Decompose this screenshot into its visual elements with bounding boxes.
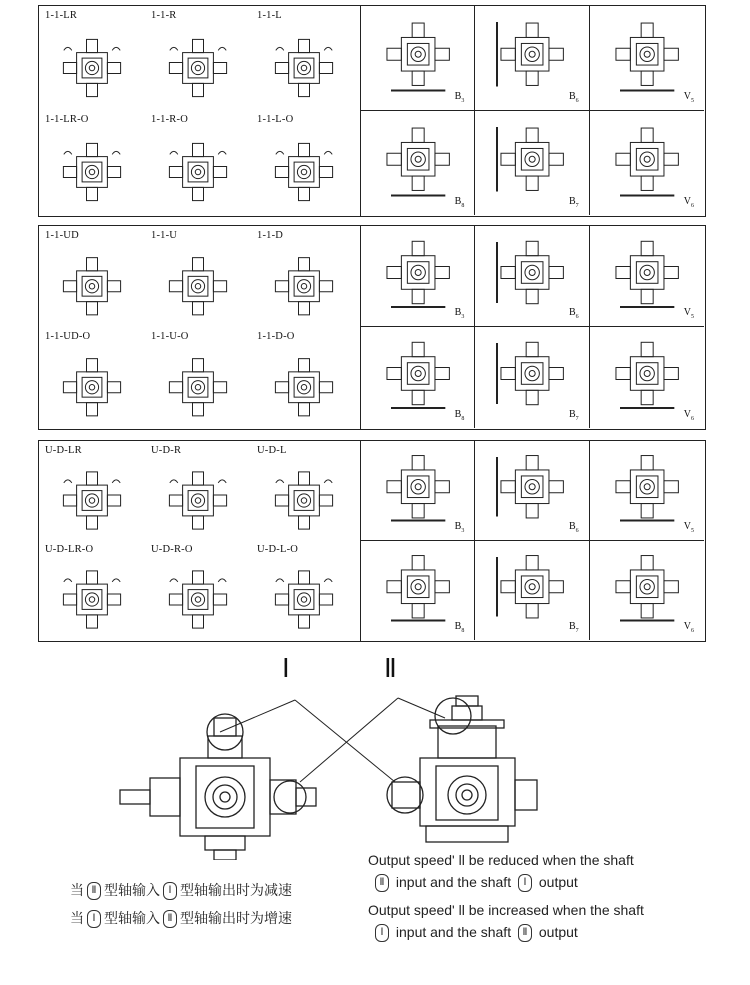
gearbox-variant-icon: [153, 128, 243, 216]
mount-cell: [475, 327, 589, 428]
legend-en-line-2: Ⅱ input and the shaft Ⅰ output: [372, 874, 578, 892]
mounting-position-icon: [371, 117, 465, 202]
variant-label: U-D-L: [257, 445, 287, 456]
gearbox-variant-icon: [259, 24, 349, 112]
mount-cell: [590, 111, 704, 216]
gearbox-variant-icon: [153, 558, 243, 641]
gearbox-variant-icon: [47, 345, 137, 430]
mounting-code: $B_3$: [454, 90, 465, 104]
shaft-one-symbol: Ⅰ: [518, 874, 532, 892]
config-panel-1: [38, 5, 706, 217]
mounting-position-icon: [371, 333, 465, 414]
mount-cell: [361, 441, 475, 541]
config-panel-2: [38, 225, 706, 430]
mount-cell: [361, 111, 475, 216]
legend-en-line-1: Output speed' ll be reduced when the shaft: [368, 852, 634, 868]
mount-cell: [475, 541, 589, 641]
mounting-position-icon: [600, 232, 694, 313]
variant-label: 1-1-UD-O: [45, 330, 91, 342]
gearbox-variant-icon: [153, 345, 243, 430]
mounting-code: $B_7$: [568, 196, 579, 209]
variant-label: 1-1-D-O: [257, 330, 295, 342]
shaft-one-symbol: Ⅰ: [87, 910, 101, 928]
mounting-code: $B_7$: [568, 409, 579, 422]
gearbox-variant-icon: [47, 244, 137, 329]
variant-label: 1-1-L-O: [257, 114, 294, 125]
variant-label: U-D-LR-O: [45, 544, 94, 555]
variant-label: 1-1-LR: [45, 10, 78, 21]
variant-area: [39, 441, 361, 641]
variant-label: 1-1-L: [257, 10, 282, 21]
mounting-position-icon: [600, 12, 694, 97]
gearbox-variant-icon: [47, 24, 137, 112]
gearbox-variant-icon: [47, 558, 137, 641]
variant-label: 1-1-D: [257, 230, 284, 241]
mount-cell: [590, 6, 704, 111]
variant-area: [39, 226, 361, 429]
gearbox-variant-icon: [259, 345, 349, 430]
shaft-two-symbol: Ⅱ: [518, 924, 532, 942]
gearbox-variant-icon: [259, 558, 349, 641]
mounting-position-icon: [371, 447, 465, 527]
mount-cell: [590, 226, 704, 327]
mount-cell: [475, 226, 589, 327]
mount-cell: [361, 6, 475, 111]
mounting-code: $V_6$: [683, 196, 694, 209]
mounting-code: $V_6$: [683, 409, 694, 422]
mounting-position-icon: [371, 232, 465, 313]
mounting-position-icon: [600, 333, 694, 414]
mount-cell: [361, 541, 475, 641]
mount-cell: [361, 327, 475, 428]
mounting-code: $B_6$: [568, 90, 579, 104]
variant-area: [39, 6, 361, 216]
mounting-position-icon: [485, 333, 579, 414]
variant-label: 1-1-R-O: [151, 114, 188, 125]
mounting-position-icon: [600, 447, 694, 527]
mount-cell: [475, 111, 589, 216]
gearbox-variant-icon: [153, 24, 243, 112]
mount-cell: [475, 441, 589, 541]
mounting-grid: [361, 441, 705, 641]
legend-cn-line-1: 当 Ⅱ 型轴输入 Ⅰ 型轴输出时为减速: [70, 883, 292, 899]
mount-cell: [590, 441, 704, 541]
mounting-code: $V_5$: [683, 307, 694, 320]
variant-label: 1-1-R: [151, 10, 177, 21]
gearbox-variant-icon: [153, 244, 243, 329]
variant-label: U-D-R-O: [151, 544, 193, 555]
mounting-position-icon: [371, 12, 465, 97]
mounting-code: $V_6$: [683, 621, 694, 634]
mounting-code: $B_8$: [454, 621, 465, 634]
mounting-code: $B_6$: [568, 520, 579, 534]
left-gearbox-drawing: [120, 714, 316, 860]
mounting-position-icon: [485, 117, 579, 202]
config-panel-3: [38, 440, 706, 642]
gearbox-variant-icon: [259, 128, 349, 216]
mounting-code: $V_5$: [683, 90, 694, 104]
mounting-position-icon: [485, 12, 579, 97]
mounting-position-icon: [485, 447, 579, 527]
mounting-code: $B_8$: [454, 409, 465, 422]
mount-cell: [590, 327, 704, 428]
gearbox-variant-icon: [259, 459, 349, 542]
shaft-one-symbol: Ⅰ: [375, 924, 389, 942]
legend-en-line-4: Ⅰ input and the shaft Ⅱ output: [372, 924, 578, 942]
variant-label: 1-1-LR-O: [45, 114, 89, 125]
mount-cell: [590, 541, 704, 641]
gearbox-variant-icon: [153, 459, 243, 542]
shaft-two-label: Ⅱ: [384, 654, 397, 683]
gearbox-shaft-diagram: [0, 640, 750, 860]
mount-cell: [475, 6, 589, 111]
mounting-code: $B_3$: [454, 307, 465, 320]
variant-label: U-D-LR: [45, 445, 82, 456]
variant-label: 1-1-U: [151, 230, 178, 241]
mounting-code: $V_5$: [683, 520, 694, 534]
mount-cell: [361, 226, 475, 327]
mounting-position-icon: [600, 547, 694, 627]
mounting-position-icon: [371, 547, 465, 627]
legend-cn-line-2: 当 Ⅰ 型轴输入 Ⅱ 型轴输出时为增速: [70, 911, 292, 927]
shaft-one-label: Ⅰ: [282, 654, 290, 683]
shaft-two-symbol: Ⅱ: [87, 882, 101, 900]
mounting-grid: [361, 226, 705, 429]
mounting-code: $B_6$: [568, 307, 579, 320]
variant-label: U-D-R: [151, 445, 182, 456]
mounting-position-icon: [600, 117, 694, 202]
variant-label: 1-1-UD: [45, 230, 79, 241]
gearbox-variant-icon: [47, 459, 137, 542]
mounting-position-icon: [485, 232, 579, 313]
mounting-position-icon: [485, 547, 579, 627]
gearbox-variant-icon: [47, 128, 137, 216]
shaft-two-symbol: Ⅱ: [375, 874, 389, 892]
mounting-grid: [361, 6, 705, 216]
gearbox-variant-icon: [259, 244, 349, 329]
variant-label: U-D-L-O: [257, 544, 299, 555]
mounting-code: $B_7$: [568, 621, 579, 634]
mounting-code: $B_3$: [454, 520, 465, 534]
legend-en-line-3: Output speed' ll be increased when the shaft: [368, 902, 644, 918]
shaft-two-symbol: Ⅱ: [163, 910, 177, 928]
right-gearbox-drawing: [387, 696, 537, 842]
mounting-code: $B_8$: [454, 196, 465, 209]
shaft-one-symbol: Ⅰ: [163, 882, 177, 900]
variant-label: 1-1-U-O: [151, 330, 189, 342]
